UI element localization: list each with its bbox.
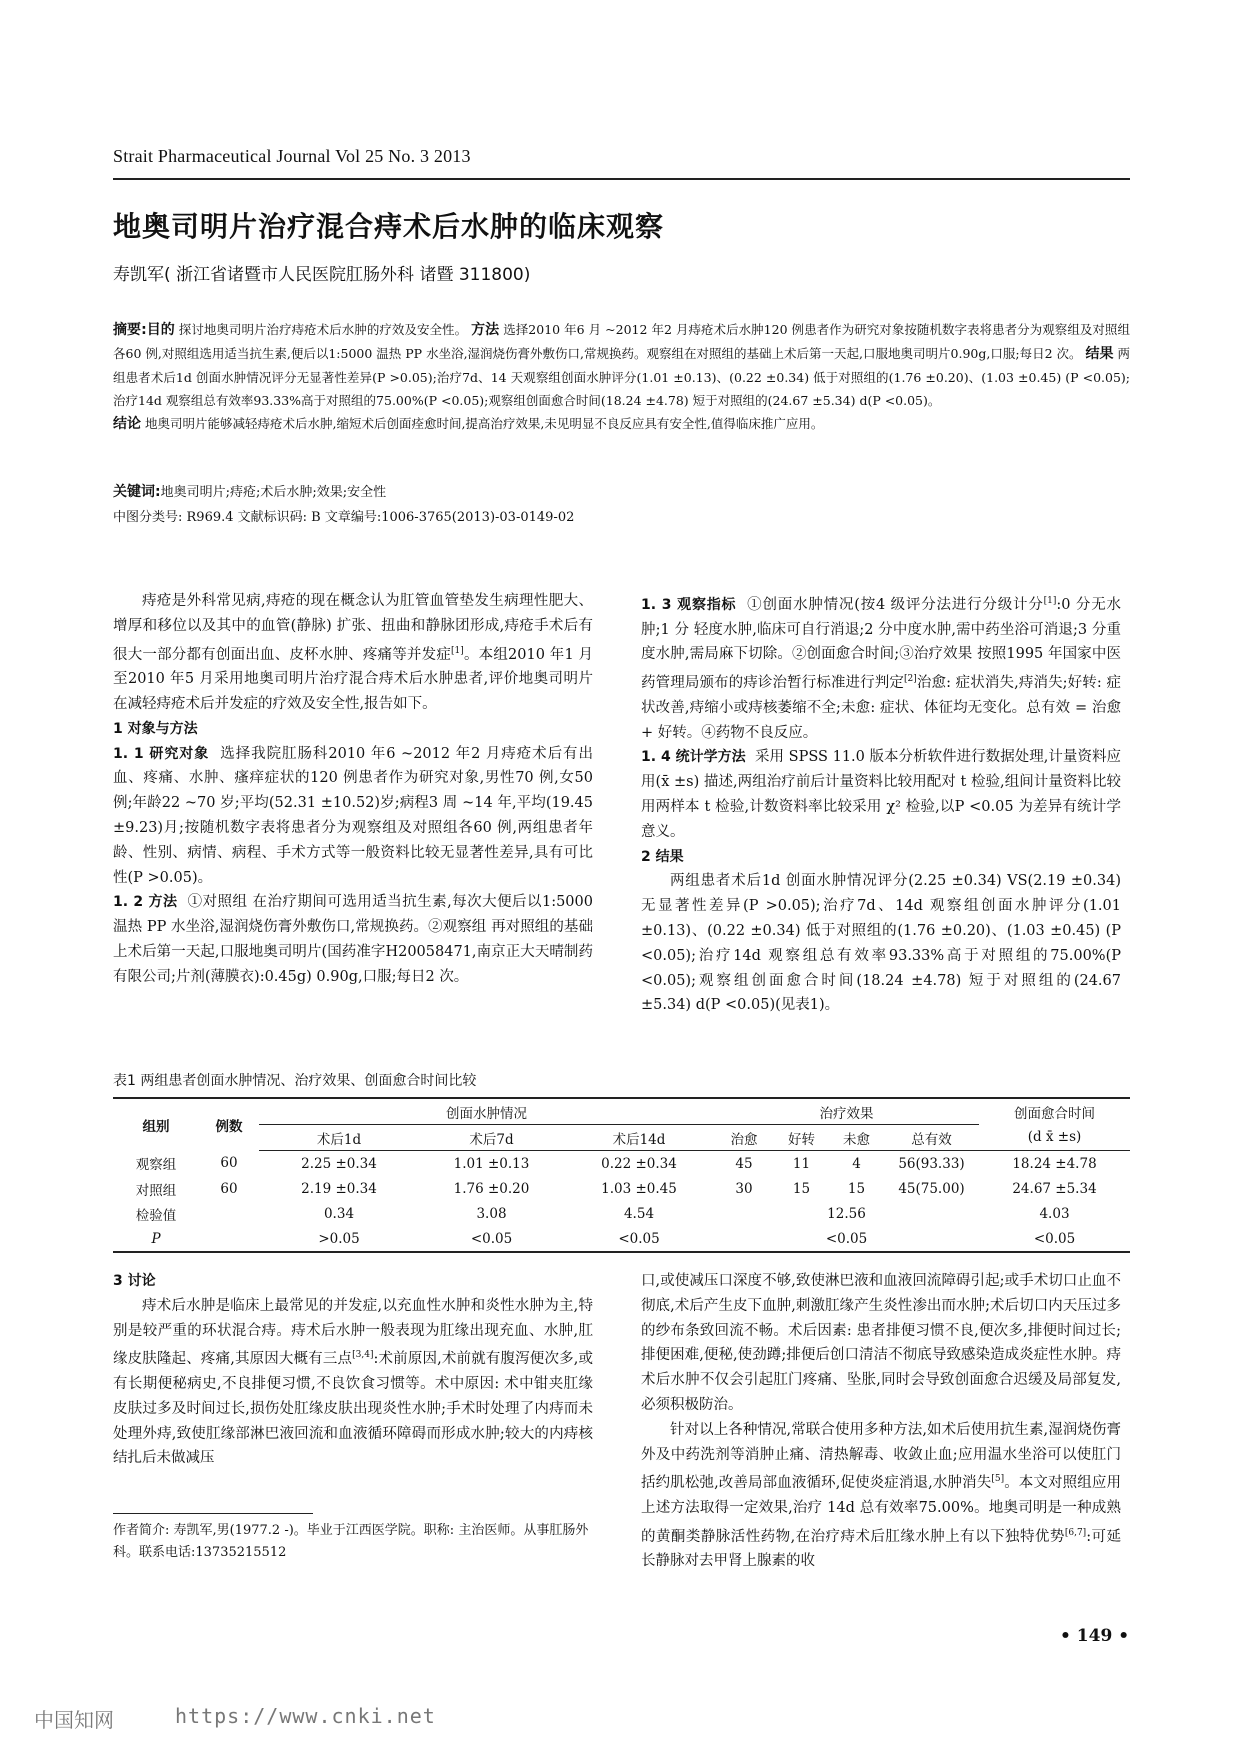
conclusion-text: 地奥司明片能够减轻痔疮术后水肿,缩短术后创面痊愈时间,提高治疗效果,未见明显不良反应具有安全性,值得临床推广应用。	[144, 416, 824, 431]
table-row: P >0.05 <0.05 <0.05 <0.05 <0.05	[113, 1226, 1130, 1252]
result-label: 结果	[1085, 346, 1114, 362]
method-text: 选择2010 年6 月 ~2012 年2 月痔疮术后水肿120 例患者作为研究对象按随机数字表将患者分为观察组及对照组各60 例,对照组选用适当抗生素,便后以1:5000 温热 PP 水坐浴,湿润烧伤膏外敷伤口,常规换药。观察组在对照组的基础上术后第一天起,口服地奥司明片0.90g,口服;每日2 次。	[113, 322, 1130, 361]
citation: [1]	[451, 645, 464, 656]
section-heading: 2 结果	[641, 848, 684, 865]
header-cases: 例数	[199, 1098, 259, 1151]
header-heal-unit: (d x̄ ±s)	[979, 1125, 1130, 1151]
header-rule	[113, 178, 1130, 180]
citation: [2]	[904, 674, 917, 685]
watermark-url: https://www.cnki.net	[175, 1704, 436, 1728]
citation: [3,4]	[352, 1350, 374, 1361]
table-caption: 表1 两组患者创面水肿情况、治疗效果、创面愈合时间比较	[113, 1073, 477, 1089]
citation: [1]	[1043, 596, 1057, 606]
keywords	[113, 481, 386, 501]
header-1d: 术后1d	[259, 1125, 419, 1151]
keywords-label: 关键词:	[113, 484, 161, 500]
article-author: 寿凯军( 浙江省诸暨市人民医院肛肠外科 诸暨 311800)	[113, 265, 531, 285]
body-right-column-bottom	[641, 1269, 1121, 1574]
subsection-paragraph: 1. 4 统计学方法 采用 SPSS 11.0 版本分析软件进行数据处理,计量资料应用(x̄ ±s) 描述,两组治疗前后计量资料比较用配对 t 检验,组间计量资料比较用两样本 t 检验,计数资料率比较采用 χ² 检验,以P <0.05 为差异有统计学意义。	[641, 749, 1121, 840]
discussion-paragraph: 痔术后水肿是临床上最常见的并发症,以充血性水肿和炎性水肿为主,特别是较严重的环状混合痔。痔术后水肿一般表现为肛缘出现充血、水肿,肛缘皮肤隆起、疼痛,其原因大概有三点[3,4]:术前原因,术前就有腹泻便次多,或有长期便秘病史,不良排便习惯,不良饮食习惯等。术中原因: 术中钳夹肛缘皮肤过多及时间过长,损伤处肛缘皮肤出现炎性水肿;手术时处理了内痔而未处理外痔,致使肛缘部淋巴液回流和血液循环障碍而形成水肿;较大的内痔核结扎后未做减压	[113, 1297, 593, 1467]
header-14d: 术后14d	[564, 1125, 714, 1151]
table-row: 观察组 60 2.25 ±0.34 1.01 ±0.13 0.22 ±0.34 45 11 4 56(93.33) 18.24 ±4.78	[135, 1155, 1097, 1174]
page-number: • 149 •	[1060, 1626, 1130, 1646]
keywords-text: 地奥司明片;痔疮;术后水肿;效果;安全性	[160, 485, 387, 500]
results-paragraph: 两组患者术后1d 创面水肿情况评分(2.25 ±0.34) VS(2.19 ±0.34) 无显著性差异(P >0.05);治疗7d、14d 观察组创面水肿评分(1.01 ±0.13)、(0.22 ±0.34) 低于对照组的(1.76 ±0.20)、(1.03 ±0.45) (P <0.05);治疗14d 观察组总有效率93.33%高于对照组的75.00%(P <0.05);观察组创面愈合时间(18.24 ±4.78) 短于对照组的(24.67 ±5.34) d(P <0.05)(见表1)。	[641, 873, 1121, 1014]
body-left-column-top	[113, 589, 593, 990]
body-right-column-top	[641, 589, 1121, 1018]
header-uncured: 未愈	[829, 1125, 884, 1151]
results-table	[113, 1097, 1130, 1253]
author-footnote: 作者简介: 寿凯军,男(1977.2 -)。毕业于江西医学院。职称: 主治医师。从事肛肠外科。联系电话:13735215512	[113, 1523, 589, 1560]
classification-line: 中图分类号: R969.4 文献标识码: B 文章编号:1006-3765(2013)-03-0149-02	[113, 510, 575, 525]
header-total: 总有效	[884, 1125, 979, 1151]
intro-paragraph: 痔疮是外科常见病,痔疮的现在概念认为肛管血管垫发生病理性肥大、增厚和移位以及其中的血管(静脉) 扩张、扭曲和静脉团形成,痔疮手术后有很大一部分都有创面出血、皮杯水肿、疼痛等并发症[1]。本组2010 年1 月至2010 年5 月采用地奥司明片治疗混合痔术后水肿患者,评价地奥司明片在减轻痔疮术后并发症的疗效及安全性,报告如下。	[113, 593, 593, 713]
aim-text: 探讨地奥司明片治疗痔疮术后水肿的疗效及安全性。	[178, 322, 468, 337]
header-improved: 好转	[774, 1125, 829, 1151]
subsection-paragraph: 1. 2 方法 ①对照组 在治疗期间可选用适当抗生素,每次大便后以1:5000 温热 PP 水坐浴,湿润烧伤膏外敷伤口,常规换药。②观察组 再对照组的基础上术后第一天起,口服地奥司明片(国药准字H20058471,南京正大天晴制药有限公司;片剂(薄膜衣):0.45g) 0.90g,口服;每日2 次。	[113, 894, 593, 985]
watermark-name: 中国知网	[34, 1708, 114, 1732]
method-label: 方法	[471, 322, 500, 338]
subsection-paragraph: 1. 1 研究对象 选择我院肛肠科2010 年6 ~2012 年2 月痔疮术后有出血、疼痛、水肿、瘙痒症状的120 例患者作为研究对象,男性70 例,女50 例;年龄22 ~70 岁;平均(52.31 ±10.52)岁;病程3 周 ~14 年,平均(19.45 ±9.23)月;按随机数字表将患者分为观察组及对照组各60 例,两组患者年龄、性别、病情、病程、手术方式等一般资料比较无显著性差异,具有可比性(P >0.05)。	[113, 745, 593, 886]
discussion-paragraph: 针对以上各种情况,常联合使用多种方法,如术后使用抗生素,湿润烧伤膏外及中药洗剂等消肿止痛、清热解毒、收敛止血;应用温水坐浴可以使肛门括约肌松弛,改善局部血液循环,促使炎症消退,水肿消失[5]。本文对照组应用上述方法取得一定效果,治疗 14d 总有效率75.00%。地奥司明是一种成熟的黄酮类静脉活性药物,在治疗痔术后肛缘水肿上有以下独特优势[6,7]:可延长静脉对去甲肾上腺素的收	[641, 1421, 1122, 1570]
result-text: 两组患者术后1d 创面水肿情况评分无显著性差异(P >0.05);治疗7d、14 天观察组创面水肿评分(1.01 ±0.13)、(0.22 ±0.34) 低于对照组的(1.76 ±0.20)、(1.03 ±0.45) (P <0.05);治疗14d 观察组总有效率93.33%高于对照组的75.00%(P <0.05);观察组创面愈合时间(18.24 ±4.78) 短于对照组的(24.67 ±5.34) d(P <0.05)。	[113, 346, 1130, 408]
header-cured: 治愈	[714, 1125, 774, 1151]
header-7d: 术后7d	[419, 1125, 564, 1151]
header-edema: 创面水肿情况	[259, 1098, 714, 1125]
conclusion-label: 结论	[113, 416, 141, 432]
footnote-rule	[113, 1513, 313, 1514]
subsection-paragraph: 1. 3 观察指标 ①创面水肿情况(按4 级评分法进行分级计分[1]:0 分无水肿;1 分 轻度水肿,临床可自行消退;2 分中度水肿,需中药坐浴可消退;3 分重度水肿,需局麻下切除。②创面愈合时间;③治疗效果 按照1995 年国家中医药管理局颁布的痔诊治暂行标准进行判定[2]治愈: 症状消失,痔消失;好转: 症状改善,痔缩小或痔核萎缩不全;未愈: 症状、体征均无变化。总有效 = 治愈 + 好转。④药物不良反应。	[641, 596, 1122, 741]
aim-label: 目的	[146, 322, 175, 338]
table-row: 检验值 0.34 3.08 4.54 12.56 4.03	[135, 1205, 1070, 1224]
abstract	[113, 318, 1130, 436]
section-heading: 1 对象与方法	[113, 720, 198, 737]
header-heal: 创面愈合时间	[979, 1098, 1130, 1125]
section-heading: 3 讨论	[113, 1273, 156, 1289]
header-effect: 治疗效果	[714, 1098, 979, 1125]
article-title: 地奥司明片治疗混合痔术后水肿的临床观察	[113, 210, 665, 243]
citation: [5]	[991, 1474, 1005, 1485]
header-group: 组别	[113, 1098, 199, 1151]
body-left-column-bottom	[113, 1269, 593, 1471]
citation: [6,7]	[1064, 1527, 1087, 1538]
table-row: 对照组 60 2.19 ±0.34 1.76 ±0.20 1.03 ±0.45 30 15 15 45(75.00) 24.67 ±5.34	[135, 1180, 1097, 1199]
abstract-label: 摘要:	[113, 322, 147, 338]
discussion-paragraph: 口,或使减压口深度不够,致使淋巴液和血液回流障碍引起;或手术切口止血不彻底,术后产生皮下血肿,刺激肛缘产生炎性渗出而水肿;术后切口内天压过多的纱布条致回流不畅。术后因素: 患者排便习惯不良,便次多,排便时间过长;排便困难,便秘,使劲蹲;排便后创口清洁不彻底导致感染造成炎症性水肿。痔术后水肿不仅会引起肛门疼痛、坠胀,同时会导致创面愈合迟缓及局部复发,必须积极防治。	[641, 1273, 1121, 1413]
journal-header: Strait Pharmaceutical Journal Vol 25 No. 3 2013	[113, 146, 471, 166]
